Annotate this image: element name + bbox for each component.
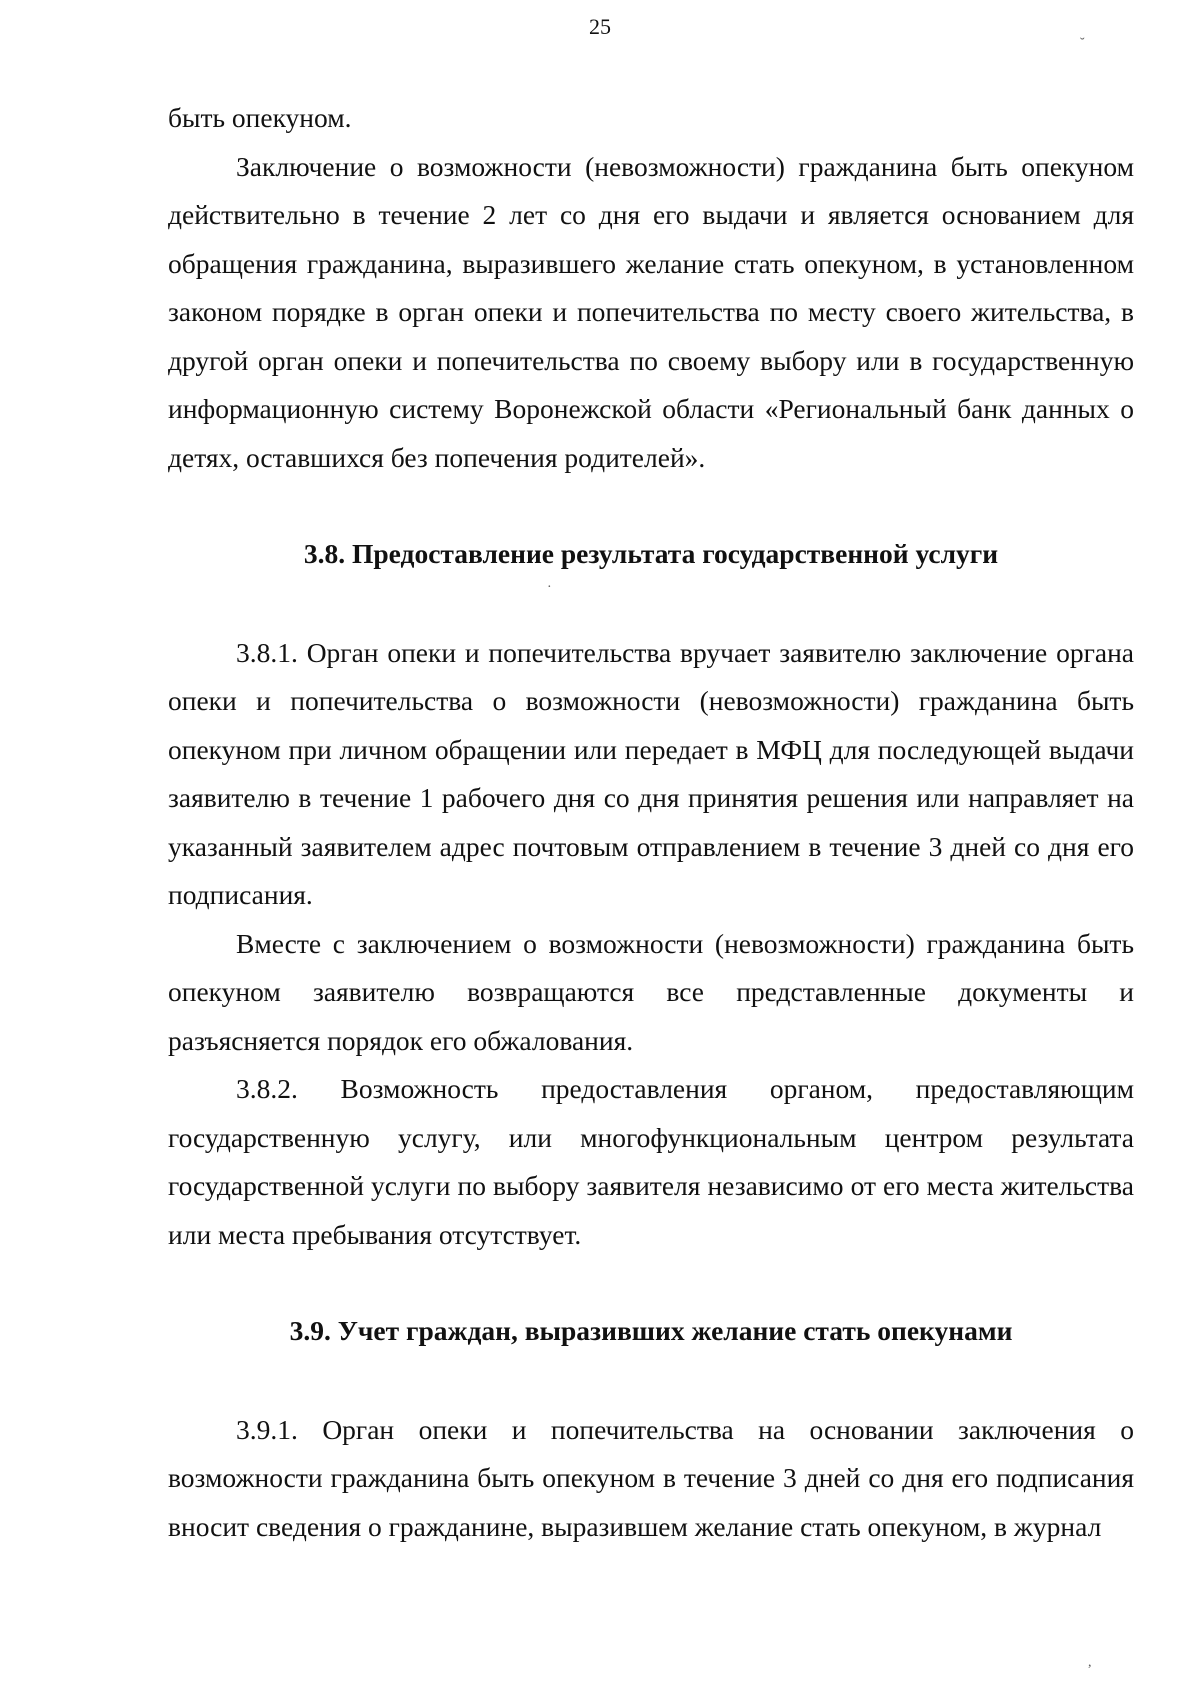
paragraph-3-8-1: 3.8.1. Орган опеки и попечительства вручает заявителю заключение органа опеки и попечительства о возможности (невозможности) гражданина быть опекуном при личном обращении или передает в МФЦ для последующей выдачи заявителю в течение 1 рабочего дня со дня принятия решения или направляет на указанный заявителем адрес почтовым отправлением в течение 3 дней со дня его подписания. bbox=[168, 636, 1134, 910]
page-number: 25 bbox=[589, 14, 611, 39]
scan-speck: ˘ bbox=[1080, 36, 1085, 51]
document-body bbox=[168, 94, 1134, 1551]
paragraph-documents-return: Вместе с заключением о возможности (невозможности) гражданина быть опекуном заявителю возвращаются все представленные документы и разъясняется порядок его обжалования. bbox=[168, 927, 1134, 1056]
section-heading-3-8: 3.8. Предоставление результата государственной услуги bbox=[303, 538, 999, 569]
section-heading-3-9: 3.9. Учет граждан, выразивших желание стать опекунами bbox=[289, 1315, 1013, 1346]
paragraph-3-8-2: 3.8.2. Возможность предоставления органом, предоставляющим государственную услугу, или многофункциональным центром результата государственной услуги по выбору заявителя независимо от его места жительства или места пребывания отсутствует. bbox=[168, 1073, 1134, 1250]
paragraph-continuation: быть опекуном. bbox=[168, 102, 352, 133]
paragraph-conclusion-validity: Заключение о возможности (невозможности) гражданина быть опекуном действительно в течение 2 лет со дня его выдачи и является основанием для обращения гражданина, выразившего желание стать опекуном, в установленном законом порядке в орган опеки и попечительства по месту своего жительства, в другой орган опеки и попечительства по своему выбору или в государственную информационную систему Воронежской области «Региональный банк данных о детях, оставшихся без попечения родителей». bbox=[168, 150, 1134, 473]
scan-speck: · bbox=[547, 580, 552, 595]
paragraph-3-9-1: 3.9.1. Орган опеки и попечительства на основании заключения о возможности гражданина быть опекуном в течение 3 дней со дня его подписания вносит сведения о гражданине, выразившем желание стать опекуном, в журнал bbox=[168, 1413, 1134, 1542]
scan-speck: , bbox=[1088, 1655, 1092, 1670]
